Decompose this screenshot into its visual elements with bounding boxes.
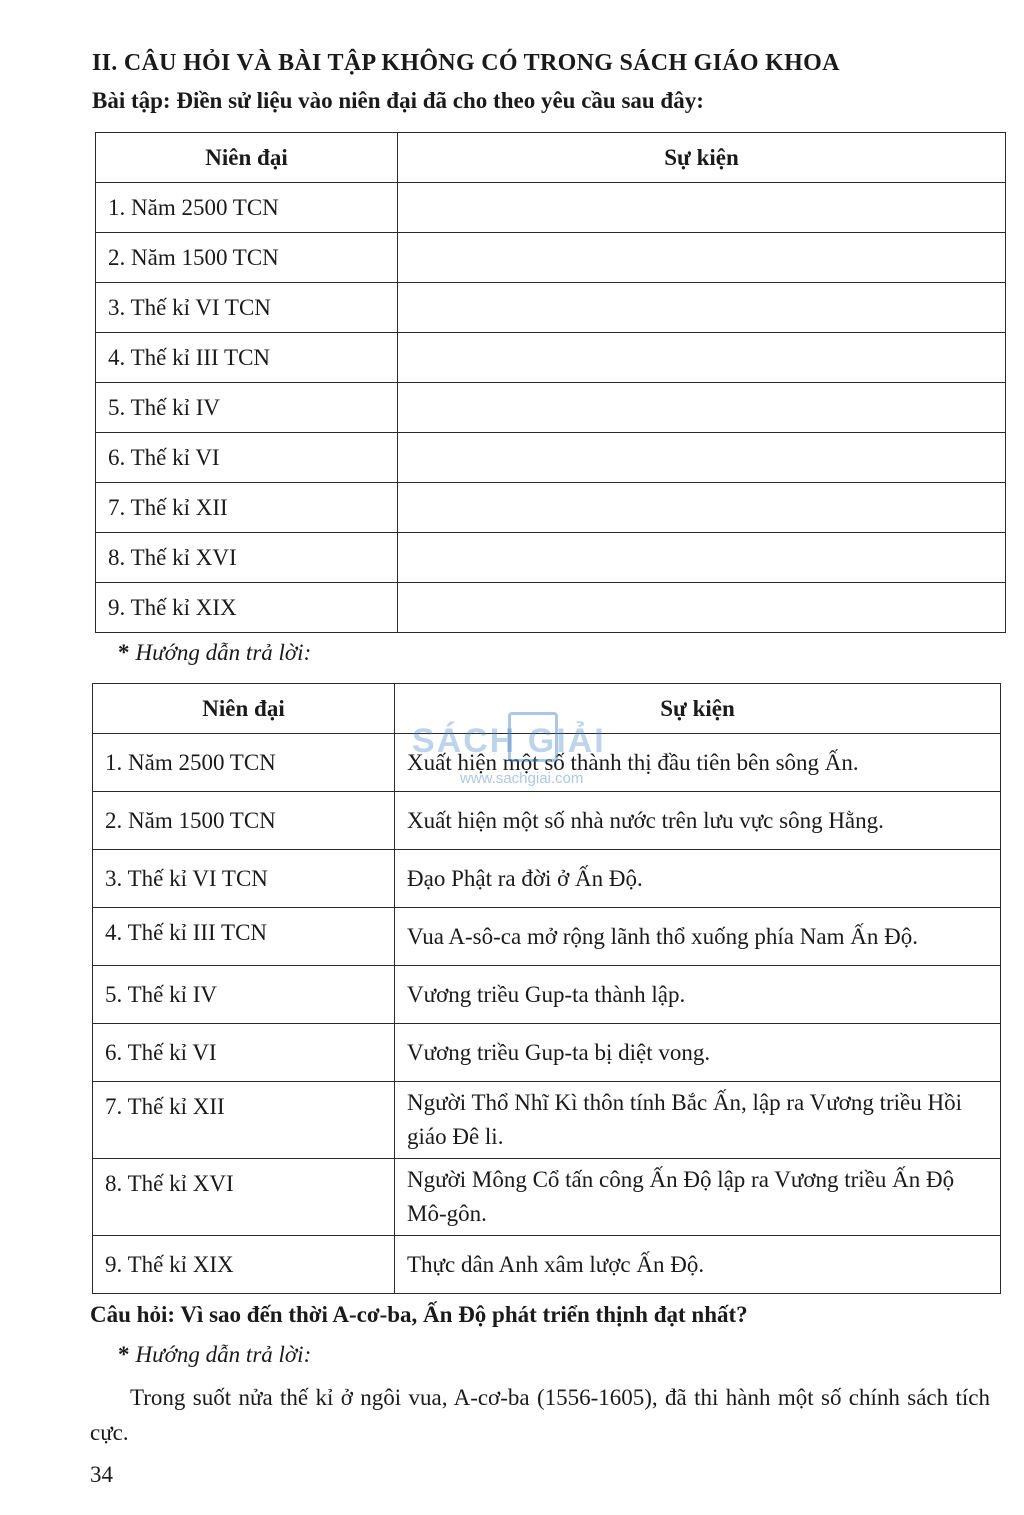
event-blank-cell	[398, 333, 1006, 383]
event-blank-cell	[398, 233, 1006, 283]
period-cell: 1. Năm 2500 TCN	[93, 734, 395, 792]
bullet-star: *	[118, 1342, 130, 1367]
guide-text: Hướng dẫn trả lời:	[135, 640, 312, 665]
table-row	[96, 283, 1006, 333]
section-heading: II. CÂU HỎI VÀ BÀI TẬP KHÔNG CÓ TRONG SÁCH GIÁO KHOA	[92, 50, 840, 76]
table-row	[96, 233, 1006, 283]
table-row	[93, 908, 1001, 966]
table-row	[96, 383, 1006, 433]
event-blank-cell	[398, 483, 1006, 533]
table-header-row	[96, 133, 1006, 183]
period-cell: 8. Thế kỉ XVI	[93, 1159, 395, 1236]
event-cell: Xuất hiện một số thành thị đầu tiên bên sông Ấn.	[395, 734, 1001, 792]
period-cell: 4. Thế kỉ III TCN	[93, 908, 395, 966]
period-cell: 3. Thế kỉ VI TCN	[93, 850, 395, 908]
table-row	[96, 433, 1006, 483]
table-row	[96, 183, 1006, 233]
column-header-period: Niên đại	[93, 684, 395, 734]
event-blank-cell	[398, 583, 1006, 633]
table-row	[93, 734, 1001, 792]
period-cell: 1. Năm 2500 TCN	[96, 183, 398, 233]
period-cell: 5. Thế kỉ IV	[93, 966, 395, 1024]
event-cell: Vương triều Gup-ta bị diệt vong.	[395, 1024, 1001, 1082]
table-row	[93, 1236, 1001, 1294]
event-blank-cell	[398, 383, 1006, 433]
table-row	[96, 533, 1006, 583]
event-blank-cell	[398, 183, 1006, 233]
table-row	[93, 1024, 1001, 1082]
table-row	[93, 1159, 1001, 1236]
table-row	[96, 583, 1006, 633]
event-cell: Người Thổ Nhĩ Kì thôn tính Bắc Ấn, lập ra Vương triều Hồi giáo Đê li.	[395, 1082, 1001, 1159]
event-cell: Xuất hiện một số nhà nước trên lưu vực sông Hằng.	[395, 792, 1001, 850]
table-row	[93, 850, 1001, 908]
table-row	[96, 333, 1006, 383]
event-cell: Vương triều Gup-ta thành lập.	[395, 966, 1001, 1024]
period-cell: 2. Năm 1500 TCN	[96, 233, 398, 283]
event-cell: Người Mông Cổ tấn công Ấn Độ lập ra Vương triều Ấn Độ Mô-gôn.	[395, 1159, 1001, 1236]
period-cell: 2. Năm 1500 TCN	[93, 792, 395, 850]
answer-table	[92, 683, 1001, 1294]
event-blank-cell	[398, 533, 1006, 583]
column-header-period: Niên đại	[96, 133, 398, 183]
event-blank-cell	[398, 433, 1006, 483]
period-cell: 7. Thế kỉ XII	[96, 483, 398, 533]
guide-text: Hướng dẫn trả lời:	[135, 1342, 312, 1367]
answer-guide-label	[118, 1342, 311, 1368]
table-row	[93, 1082, 1001, 1159]
table-row	[93, 792, 1001, 850]
column-header-event: Sự kiện	[395, 684, 1001, 734]
event-cell: Thực dân Anh xâm lược Ấn Độ.	[395, 1236, 1001, 1294]
page-number: 34	[90, 1462, 113, 1487]
table-row	[96, 483, 1006, 533]
event-blank-cell	[398, 283, 1006, 333]
period-cell: 9. Thế kỉ XIX	[93, 1236, 395, 1294]
period-cell: 6. Thế kỉ VI	[93, 1024, 395, 1082]
watermark-url: www.sachgiai.com	[460, 770, 584, 787]
period-cell: 4. Thế kỉ III TCN	[96, 333, 398, 383]
event-cell: Đạo Phật ra đời ở Ấn Độ.	[395, 850, 1001, 908]
table-row	[93, 966, 1001, 1024]
period-cell: 5. Thế kỉ IV	[96, 383, 398, 433]
column-header-event: Sự kiện	[398, 133, 1006, 183]
event-cell: Vua A-sô-ca mở rộng lãnh thổ xuống phía Nam Ấn Độ.	[395, 908, 1001, 966]
exercise-title: Bài tập: Điền sử liệu vào niên đại đã cho theo yêu cầu sau đây:	[92, 88, 704, 113]
period-cell: 6. Thế kỉ VI	[96, 433, 398, 483]
answer-paragraph: Trong suốt nửa thế kỉ ở ngôi vua, A-cơ-ba (1556-1605), đã thi hành một số chính sách tích cực.	[90, 1385, 990, 1445]
period-cell: 8. Thế kỉ XVI	[96, 533, 398, 583]
blank-exercise-table	[95, 132, 1006, 633]
bullet-star: *	[118, 640, 130, 665]
period-cell: 3. Thế kỉ VI TCN	[96, 283, 398, 333]
question-heading: Câu hỏi: Vì sao đến thời A-cơ-ba, Ấn Độ phát triển thịnh đạt nhất?	[90, 1302, 748, 1327]
answer-guide-label	[118, 640, 311, 666]
watermark-brand: SÁCH GIẢI	[412, 722, 606, 760]
period-cell: 9. Thế kỉ XIX	[96, 583, 398, 633]
period-cell: 7. Thế kỉ XII	[93, 1082, 395, 1159]
table-header-row	[93, 684, 1001, 734]
